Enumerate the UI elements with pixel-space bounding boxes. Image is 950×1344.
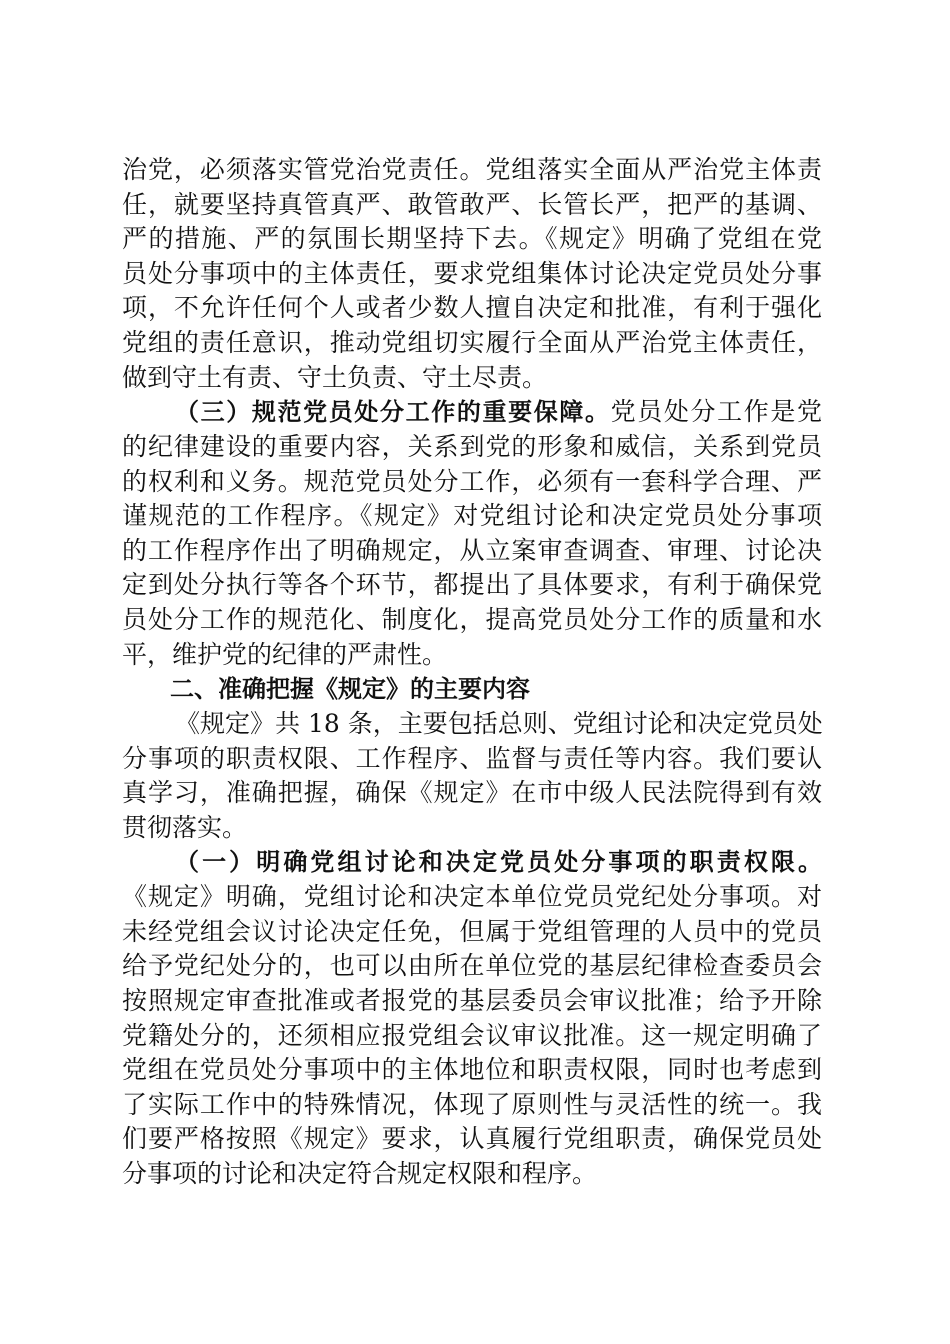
paragraph-line: 的权利和义务。规范党员处分工作，必须有一套科学合理、严: [122, 467, 822, 496]
paragraph-line: 谨规范的工作程序。《规定》对党组讨论和决定党员处分事项: [122, 501, 822, 530]
section-title: 二、准确把握《规定》的主要内容: [170, 675, 530, 703]
paragraph-text: 党员处分工作是党: [610, 397, 822, 426]
paragraph-line: 了实际工作中的特殊情况，体现了原则性与灵活性的统一。我: [122, 1090, 822, 1119]
paragraph-line: 治党，必须落实管党治党责任。党组落实全面从严治党主体责: [122, 155, 822, 184]
paragraph-line: 员处分事项中的主体责任，要求党组集体讨论决定党员处分事: [122, 259, 822, 288]
subsection-heading: （三）规范党员处分工作的重要保障。: [175, 398, 611, 426]
paragraph-line: 分事项的职责权限、工作程序、监督与责任等内容。我们要认: [122, 744, 822, 773]
paragraph-line: 贯彻落实。: [122, 813, 248, 842]
paragraph-line: 做到守土有责、守土负责、守土尽责。: [122, 363, 548, 392]
paragraph-line: 分事项的讨论和决定符合规定权限和程序。: [122, 1159, 598, 1188]
subsection-heading: （一）明确党组讨论和决定党员处分事项的职责权限。: [175, 848, 822, 876]
paragraph-line: 平，维护党的纪律的严肃性。: [122, 640, 448, 669]
paragraph-line: 党籍处分的，还须相应报党组会议审议批准。这一规定明确了: [122, 1021, 822, 1050]
paragraph-line: 《规定》明确，党组讨论和决定本单位党员党纪处分事项。对: [122, 882, 822, 911]
paragraph-line: 党组的责任意识，推动党组切实履行全面从严治党主体责任，: [122, 328, 822, 357]
paragraph-line: 定到处分执行等各个环节，都提出了具体要求，有利于确保党: [122, 570, 822, 599]
paragraph-line: 严的措施、严的氛围长期坚持下去。《规定》明确了党组在党: [122, 224, 822, 253]
paragraph-line: 未经党组会议讨论决定任免，但属于党组管理的人员中的党员: [122, 917, 822, 946]
paragraph-line: 任，就要坚持真管真严、敢管敢严、长管长严，把严的基调、: [122, 190, 822, 219]
paragraph-line: 党组在党员处分事项中的主体地位和职责权限，同时也考虑到: [122, 1055, 822, 1084]
paragraph-line: 的工作程序作出了明确规定，从立案审查调查、审理、讨论决: [122, 536, 822, 565]
paragraph-line: 《规定》共 18 条，主要包括总则、党组讨论和决定党员处: [175, 709, 823, 738]
paragraph-line: 真学习，准确把握，确保《规定》在市中级人民法院得到有效: [122, 778, 822, 807]
subsection-heading-line: [175, 392, 822, 432]
paragraph-line: 员处分工作的规范化、制度化，提高党员处分工作的质量和水: [122, 605, 822, 634]
paragraph-line: 给予党纪处分的，也可以由所在单位党的基层纪律检查委员会: [122, 951, 822, 980]
paragraph-line: 的纪律建设的重要内容，关系到党的形象和威信，关系到党员: [122, 432, 822, 461]
paragraph-line: 项，不允许任何个人或者少数人擅自决定和批准，有利于强化: [122, 293, 822, 322]
paragraph-line: 按照规定审查批准或者报党的基层委员会审议批准；给予开除: [122, 986, 822, 1015]
paragraph-line: 们要严格按照《规定》要求，认真履行党组职责，确保党员处: [122, 1124, 822, 1153]
